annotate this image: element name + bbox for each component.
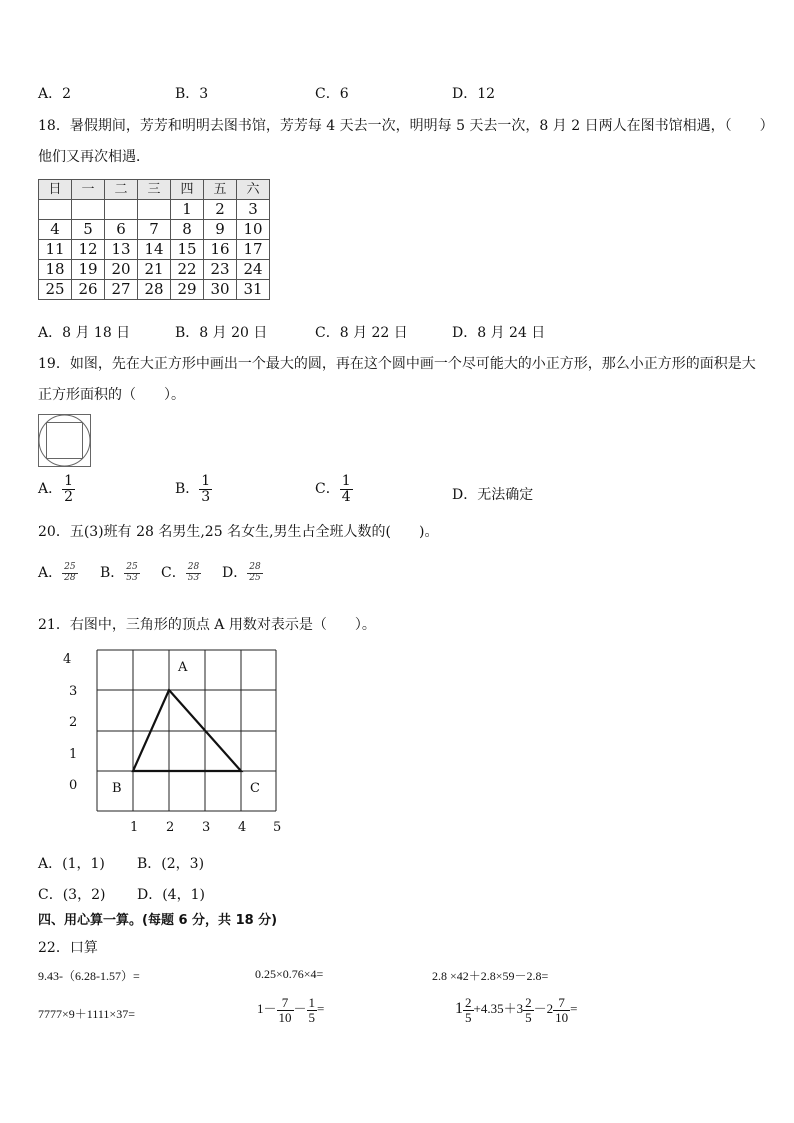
- q18-text-line1: 18．暑假期间，芳芳和明明去图书馆，芳芳每 4 天去一次，明明每 5 天去一次，8 月 2 日两人在图书馆相遇，（ ）: [38, 118, 774, 134]
- point-c-label: C: [250, 781, 260, 796]
- q20-option-a-fraction: [62, 563, 77, 583]
- calendar-cell: 30: [204, 280, 237, 300]
- calendar-cell: 13: [105, 240, 138, 260]
- x-axis-label-1: 1: [130, 820, 139, 835]
- q20-option-d: [222, 562, 263, 583]
- q20-option-c-fraction: [186, 563, 201, 583]
- calendar-cell: 20: [105, 260, 138, 280]
- calendar-row: [39, 240, 270, 260]
- q20-text: 20．五(3)班有 28 名男生,25 名女生,男生占全班人数的( )。: [38, 524, 439, 540]
- calendar-header-cell: 二: [105, 180, 138, 200]
- expr6-equals: =: [570, 1001, 578, 1017]
- q22-expression-5: [257, 996, 324, 1024]
- q20-option-c: [161, 562, 201, 583]
- calendar-header-cell: 一: [72, 180, 105, 200]
- calendar-cell: 26: [72, 280, 105, 300]
- q22-expression-3: 2.8 ×42＋2.8×59－2.8=: [432, 969, 549, 983]
- calendar-header-cell: 三: [138, 180, 171, 200]
- calendar-header-row: [39, 180, 270, 200]
- q18-option-d: D．8 月 24 日: [452, 325, 546, 341]
- calendar-row: [39, 220, 270, 240]
- inner-square: [47, 423, 83, 459]
- numerator: 2: [525, 995, 532, 1010]
- calendar-cell: 9: [204, 220, 237, 240]
- expr5-fraction-1: [277, 996, 294, 1024]
- calendar-cell: 24: [237, 260, 270, 280]
- calendar-cell: 11: [39, 240, 72, 260]
- x-axis-label-2: 2: [166, 820, 175, 835]
- calendar-cell: [39, 200, 72, 220]
- q22-expression-1: 9.43-（6.28-1.57）=: [38, 969, 140, 983]
- q18-text-line2: 他们又再次相遇．: [38, 149, 150, 165]
- q19-option-c-label: C．: [315, 481, 340, 498]
- q21-option-a: A．(1，1): [38, 856, 105, 872]
- q18-option-b: B．8 月 20 日: [175, 325, 268, 341]
- denominator: 53: [126, 572, 138, 583]
- square-circle-square-figure: [38, 414, 92, 468]
- q22-expression-4: 7777×9＋1111×37=: [38, 1007, 135, 1021]
- q20-option-d-label: D．: [222, 565, 248, 581]
- calendar-cell: 15: [171, 240, 204, 260]
- calendar-header-cell: 日: [39, 180, 72, 200]
- y-axis-label-2: 2: [69, 715, 78, 730]
- q20-option-b: [100, 562, 140, 583]
- q20-option-c-label: C．: [161, 565, 186, 581]
- numerator: 1: [201, 473, 211, 489]
- q19-option-b-label: B．: [175, 481, 200, 498]
- calendar-cell: 29: [171, 280, 204, 300]
- q18-option-a: A．8 月 18 日: [38, 325, 131, 341]
- q20-option-a: [38, 562, 78, 583]
- calendar-cell: 5: [72, 220, 105, 240]
- expr6-whole-1: 1: [455, 1000, 463, 1018]
- calendar-cell: 12: [72, 240, 105, 260]
- denominator: 5: [525, 1009, 532, 1025]
- q20-option-a-label: A．: [38, 565, 63, 581]
- calendar-cell: 16: [204, 240, 237, 260]
- q19-option-b-fraction: [199, 474, 212, 504]
- q17-option-b: B．3: [175, 86, 209, 102]
- calendar-cell: [138, 200, 171, 220]
- denominator: 2: [64, 488, 74, 505]
- y-axis-label-3: 3: [69, 684, 78, 699]
- expr5-equals: =: [317, 1001, 325, 1017]
- q19-option-a-fraction: [62, 474, 75, 504]
- q19-text-line1: 19．如图，先在大正方形中画出一个最大的圆，再在这个圆中画一个尽可能大的小正方形，那么小正方形的面积是大: [38, 356, 756, 372]
- calendar-cell: 8: [171, 220, 204, 240]
- denominator: 53: [187, 572, 200, 583]
- expr5-minus: －: [293, 1001, 307, 1017]
- calendar-cell: 28: [138, 280, 171, 300]
- q18-option-c: C．8 月 22 日: [315, 325, 408, 341]
- x-axis-label-5: 5: [273, 820, 282, 835]
- denominator: 5: [465, 1009, 472, 1025]
- q22-expression-2: 0.25×0.76×4=: [255, 967, 324, 981]
- q20-option-d-fraction: [247, 563, 262, 583]
- q20-option-b-fraction: [124, 563, 139, 583]
- expr5-whole: 1－: [257, 1001, 277, 1017]
- calendar-cell: 3: [237, 200, 270, 220]
- numerator: 1: [308, 995, 316, 1010]
- numerator: 25: [64, 562, 76, 573]
- numerator: 2: [465, 995, 472, 1010]
- q19-text-line2: 正方形面积的（ ）。: [38, 387, 185, 403]
- q19-option-a-label: A．: [38, 481, 63, 498]
- q17-option-a: A．2: [38, 86, 72, 102]
- denominator: 5: [308, 1009, 316, 1025]
- section-4-heading: 四、用心算一算。(每题 6 分，共 18 分): [38, 913, 278, 928]
- y-axis-label-0: 0: [69, 778, 78, 793]
- calendar-row: [39, 200, 270, 220]
- calendar-header-cell: 五: [204, 180, 237, 200]
- coordinate-grid-figure: [60, 645, 300, 840]
- q22-expression-6: [455, 996, 577, 1024]
- calendar-cell: 23: [204, 260, 237, 280]
- q22-title: 22．口算: [38, 940, 98, 956]
- august-calendar-table: [38, 179, 270, 300]
- calendar-row: [39, 260, 270, 280]
- calendar-cell: 21: [138, 260, 171, 280]
- expr6-minus: －2: [533, 1001, 554, 1017]
- denominator: 10: [278, 1009, 292, 1025]
- numerator: 7: [281, 995, 289, 1010]
- calendar-row: [39, 280, 270, 300]
- numerator: 25: [126, 562, 138, 573]
- calendar-cell: 25: [39, 280, 72, 300]
- point-b-label: B: [112, 781, 122, 796]
- q21-option-b: B．(2，3): [137, 856, 205, 872]
- q20-option-b-label: B．: [100, 565, 125, 581]
- expr6-fraction-2: [523, 996, 534, 1024]
- calendar-cell: 6: [105, 220, 138, 240]
- calendar-cell: 18: [39, 260, 72, 280]
- numerator: 7: [558, 995, 565, 1010]
- numerator: 1: [64, 473, 74, 489]
- expr6-middle: +4.35＋3: [473, 1001, 524, 1017]
- calendar-header-cell: 四: [171, 180, 204, 200]
- calendar-cell: 31: [237, 280, 270, 300]
- q21-option-d: D．(4，1): [137, 887, 205, 903]
- q17-option-c: C．6: [315, 86, 349, 102]
- calendar-cell: 2: [204, 200, 237, 220]
- expr6-fraction-1: [463, 996, 474, 1024]
- q19-option-b: [175, 474, 212, 504]
- calendar-cell: [72, 200, 105, 220]
- q21-text: 21．右图中，三角形的顶点 A 用数对表示是（ ）。: [38, 617, 376, 633]
- calendar-cell: 10: [237, 220, 270, 240]
- calendar-cell: 1: [171, 200, 204, 220]
- calendar-cell: 27: [105, 280, 138, 300]
- denominator: 3: [201, 488, 211, 505]
- numerator: 28: [187, 562, 200, 573]
- denominator: 10: [555, 1009, 569, 1025]
- expr6-fraction-3: [553, 996, 570, 1024]
- y-axis-label-4: 4: [63, 652, 72, 667]
- q19-option-d: D．无法确定: [452, 487, 534, 503]
- calendar-cell: 4: [39, 220, 72, 240]
- q17-option-d: D．12: [452, 86, 496, 102]
- calendar-cell: [105, 200, 138, 220]
- calendar-cell: 7: [138, 220, 171, 240]
- calendar-cell: 17: [237, 240, 270, 260]
- calendar-cell: 14: [138, 240, 171, 260]
- x-axis-label-4: 4: [238, 820, 247, 835]
- numerator: 28: [249, 562, 261, 573]
- y-axis-label-1: 1: [69, 747, 78, 762]
- point-a-label: A: [178, 660, 188, 675]
- expr5-fraction-2: [307, 996, 318, 1024]
- denominator: 28: [64, 572, 76, 583]
- calendar-header-cell: 六: [237, 180, 270, 200]
- q21-option-c: C．(3，2): [38, 887, 106, 903]
- x-axis-label-3: 3: [202, 820, 211, 835]
- calendar-cell: 19: [72, 260, 105, 280]
- q19-option-c: [315, 474, 353, 504]
- numerator: 1: [341, 473, 351, 489]
- q19-option-c-fraction: [340, 474, 353, 504]
- q19-option-a: [38, 474, 75, 504]
- denominator: 4: [341, 488, 351, 505]
- denominator: 25: [249, 572, 261, 583]
- calendar-cell: 22: [171, 260, 204, 280]
